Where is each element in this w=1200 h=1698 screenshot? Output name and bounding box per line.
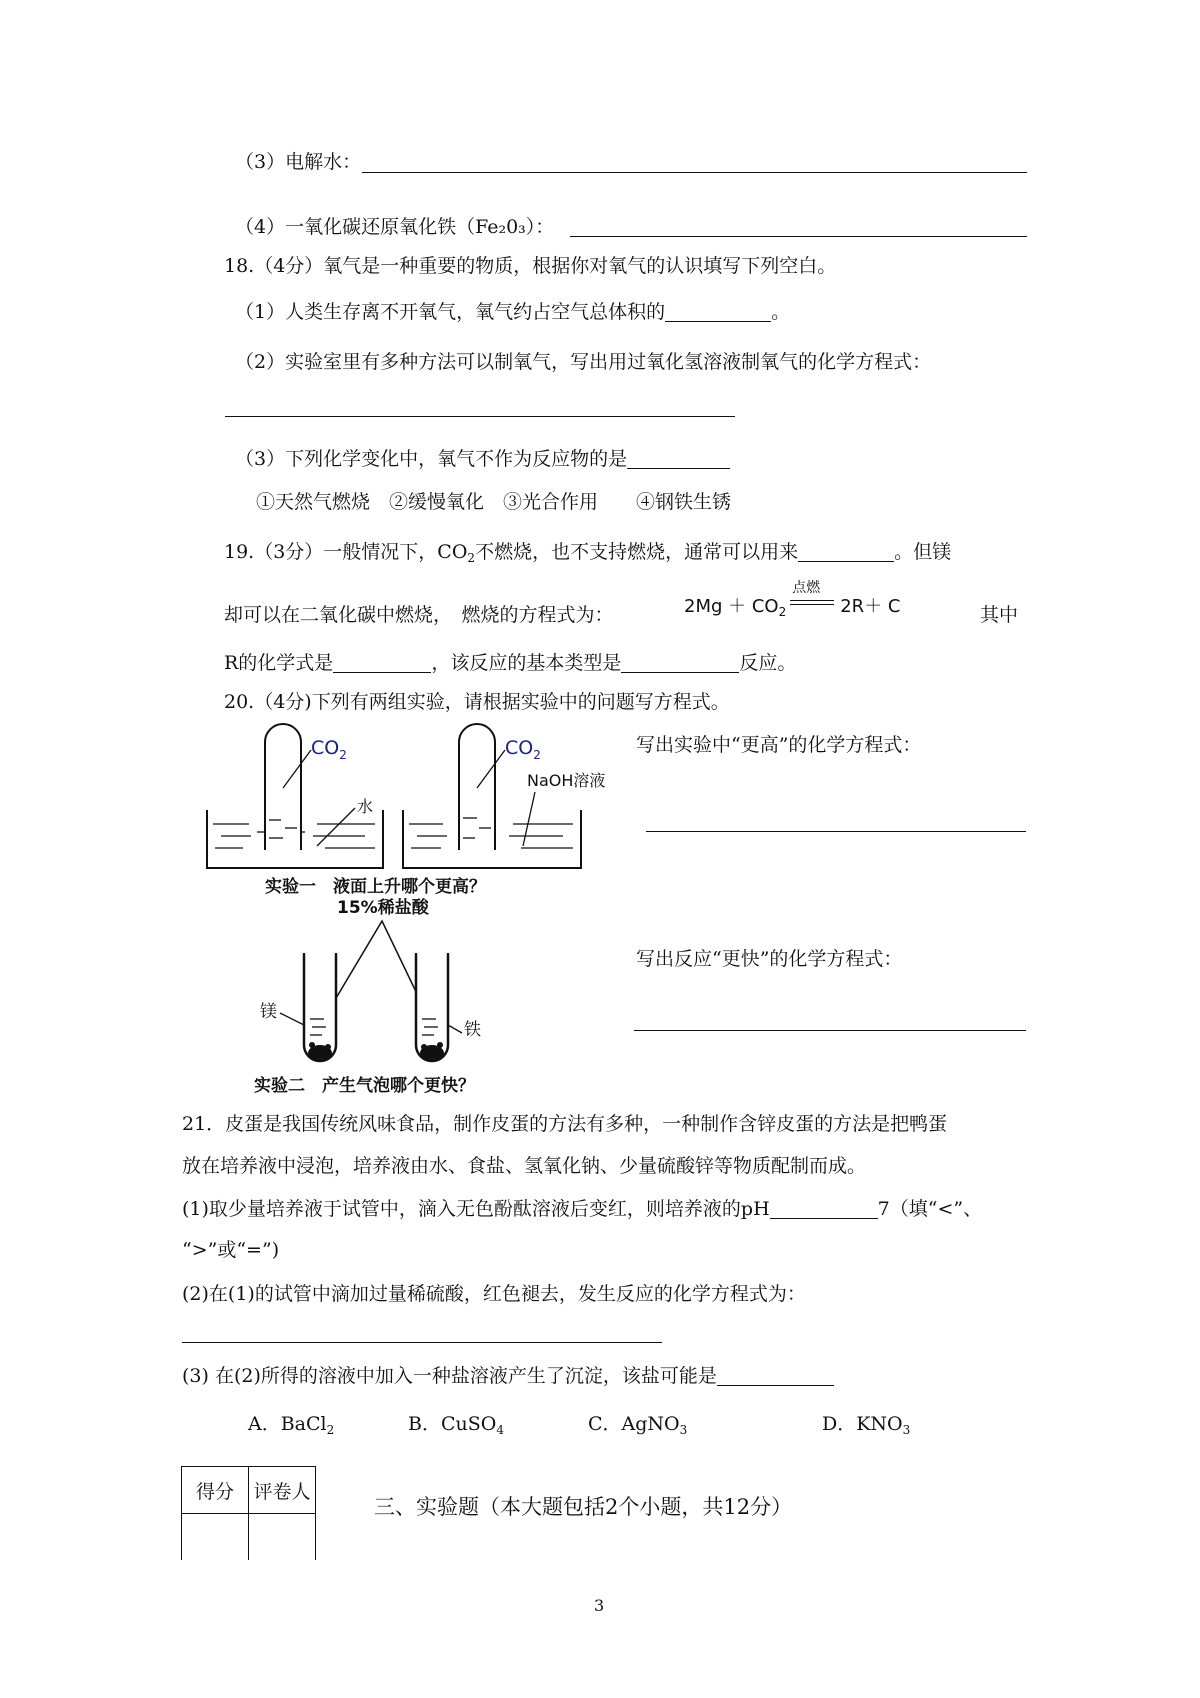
- score-cell[interactable]: [182, 1514, 249, 1561]
- answer-line-q17-4[interactable]: [570, 236, 1027, 237]
- q19-line1: 19.（3分）一般情况下，$CO_2$不燃烧，也不支持燃烧，通常可以用来 。但镁: [224, 541, 952, 565]
- q19-line2-end: 其中: [980, 604, 1019, 626]
- reaction-condition: 点燃: [792, 580, 821, 596]
- q21-option-b[interactable]: B．CuSO$_4$: [408, 1413, 504, 1437]
- fe-label: 铁: [464, 1020, 481, 1040]
- q21-stem-line2: 放在培养液中浸泡，培养液由水、食盐、氢氧化钠、少量硫酸锌等物质配制而成。: [182, 1155, 867, 1177]
- grader-cell[interactable]: [249, 1514, 316, 1561]
- q21-option-d[interactable]: D．$KNO_3$: [822, 1413, 911, 1437]
- answer-blank-q21-ph[interactable]: [770, 1198, 878, 1219]
- q18-item2: （2）实验室里有多种方法可以制氧气，写出用过氧化氢溶液制氧气的化学方程式：: [235, 351, 932, 373]
- grader-header: 评卷人: [249, 1467, 316, 1514]
- experiment-two-figure: [240, 895, 560, 1095]
- answer-blank-q19-type[interactable]: [621, 652, 739, 673]
- section-three-title: 三、实验题（本大题包括2个小题，共12分）: [374, 1495, 793, 1519]
- acid-label: 15%稀盐酸: [337, 898, 429, 918]
- experiment-one-caption: 实验一 液面上升哪个更高？: [265, 877, 486, 897]
- q19-line3: R的化学式是 ，该反应的基本类型是 反应。: [224, 652, 797, 674]
- q18-item1: （1）人类生存离不开氧气，氧气约占空气总体积的 。: [235, 301, 791, 323]
- q21-option-c[interactable]: C．AgNO$_3$: [588, 1413, 688, 1437]
- q20-stem: 20.（4分)下列有两组实验，请根据实验中的问题写方程式。: [224, 691, 730, 713]
- q21-item1: (1)取少量培养液于试管中，滴入无色酚酞溶液后变红，则培养液的pH 7（填“<”、: [182, 1198, 983, 1220]
- q17-item3: （3）电解水：: [235, 151, 362, 173]
- q20-prompt2: 写出反应“更快”的化学方程式：: [636, 948, 903, 970]
- answer-line-q21-2[interactable]: [182, 1342, 662, 1343]
- answer-blank-q19-use[interactable]: [798, 541, 894, 562]
- answer-line-q20-2[interactable]: [634, 1030, 1026, 1031]
- answer-line-q17-3[interactable]: [362, 172, 1027, 173]
- q21-item2: (2)在(1)的试管中滴加过量稀硫酸，红色褪去，发生反应的化学方程式为：: [182, 1283, 806, 1305]
- q18-options: ①天然气燃烧 ②缓慢氧化 ③光合作用 ④钢铁生锈: [256, 491, 732, 513]
- naoh-label: NaOH溶液: [527, 771, 606, 790]
- q18-stem: 18.（4分）氧气是一种重要的物质，根据你对氧气的认识填写下列空白。: [224, 255, 837, 277]
- answer-blank-q18-1[interactable]: [665, 301, 771, 322]
- page-number: 3: [594, 1596, 605, 1615]
- q21-item3: (3) 在(2)所得的溶液中加入一种盐溶液产生了沉淀，该盐可能是: [182, 1364, 834, 1388]
- experiment-two-caption: 实验二 产生气泡哪个更快？: [254, 1076, 475, 1095]
- q19-line2: 却可以在二氧化碳中燃烧， 燃烧的方程式为：: [224, 604, 614, 626]
- q19-equation: $2Mg + CO_2$ 点燃 2R＋ C: [684, 593, 900, 624]
- q21-item1-cont: “>”或“=”): [182, 1239, 280, 1261]
- answer-blank-q21-salt[interactable]: [717, 1365, 834, 1386]
- q21-option-a[interactable]: A．BaCl$_2$: [248, 1413, 335, 1437]
- q21-stem-line1: 21．皮蛋是我国传统风味食品，制作皮蛋的方法有多种，一种制作含锌皮蛋的方法是把鸭蛋: [182, 1113, 948, 1135]
- experiment-one-figure: [205, 720, 625, 900]
- q18-item3: （3）下列化学变化中，氧气不作为反应物的是: [235, 447, 730, 471]
- answer-blank-q18-3[interactable]: [627, 448, 730, 469]
- q20-prompt1: 写出实验中“更高”的化学方程式：: [636, 734, 922, 756]
- score-table: [181, 1466, 316, 1560]
- mg-label: 镁: [260, 1002, 277, 1022]
- q17-item4: （4）一氧化碳还原氧化铁（Fe₂0₃）：: [235, 216, 555, 238]
- answer-line-q18-2[interactable]: [225, 416, 735, 417]
- co2-label-left: $CO_2$: [311, 737, 347, 762]
- score-header: 得分: [182, 1467, 249, 1514]
- water-label: 水: [357, 797, 374, 816]
- co2-label-right: $CO_2$: [505, 737, 541, 762]
- answer-blank-q19-formula[interactable]: [333, 652, 431, 673]
- reaction-arrow: [790, 580, 836, 617]
- answer-line-q20-1[interactable]: [646, 831, 1026, 832]
